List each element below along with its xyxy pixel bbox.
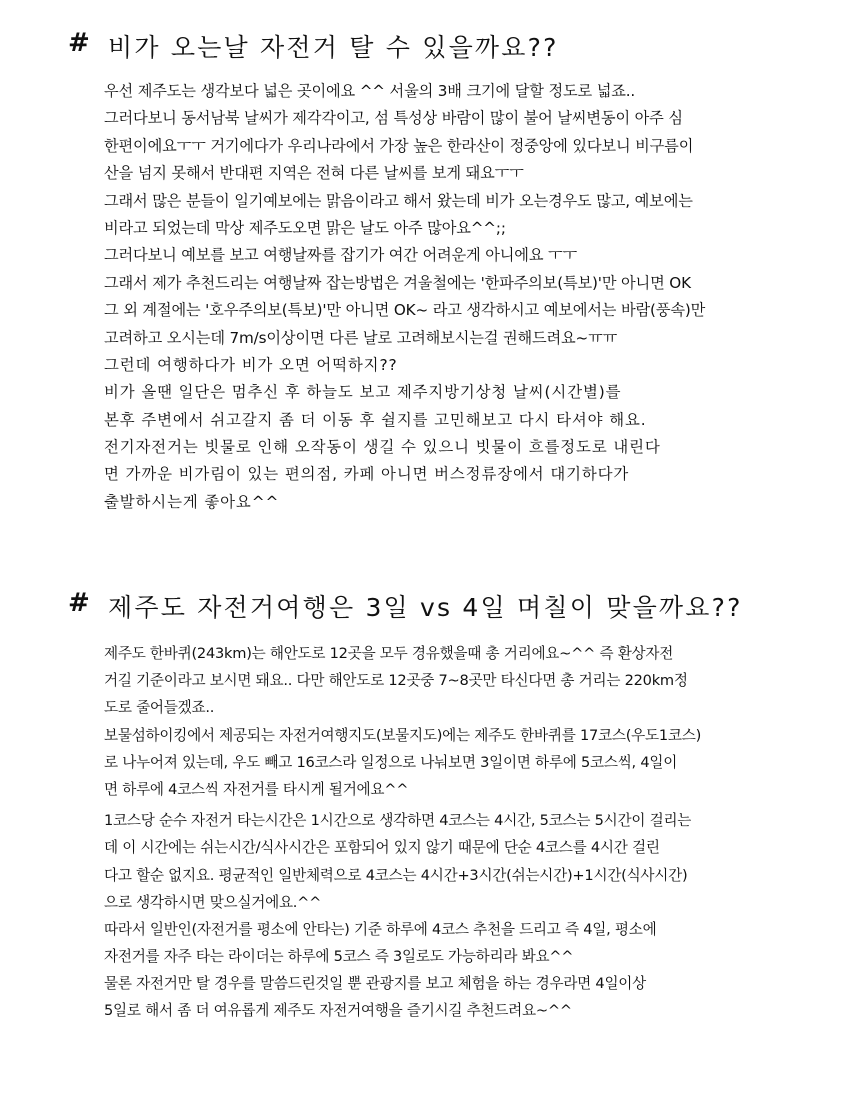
heading-hash-mark: # (68, 28, 91, 58)
body-line: 그런데 여행하다가 비가 오면 어떡하지?? (104, 355, 398, 374)
body-line: 보물섬하이킹에서 제공되는 자전거여행지도(보물지도)에는 제주도 한바퀴를 17코스(우도1코스) (104, 726, 702, 744)
heading-title: 제주도 자전거여행은 3일 vs 4일 며칠이 맞을까요?? (108, 593, 743, 622)
heading-hash-mark: # (68, 588, 91, 618)
body-line: 출발하시는게 좋아요^^ (104, 492, 280, 511)
body-line: 으로 생각하시면 맞으실거에요.^^ (104, 893, 322, 911)
body-line: 면 가까운 비가림이 있는 편의점, 카페 아니면 버스정류장에서 대기하다가 (104, 465, 630, 484)
body-line: 우선 제주도는 생각보다 넓은 곳이에요 ^^ 서울의 3배 크기에 달할 정도로 넓죠.. (104, 82, 636, 100)
body-line: 그러다보니 동서남북 날씨가 제각각이고, 섬 특성상 바람이 많이 불어 날씨변동이 아주 심 (104, 109, 683, 128)
heading-title: 비가 오는날 자전거 탈 수 있을까요?? (108, 33, 559, 62)
body-line: 한편이에요ㅜㅜ 거기에다가 우리나라에서 가장 높은 한라산이 정중앙에 있다보니 비구름이 (104, 136, 694, 155)
body-line: 5일로 해서 좀 더 여유롭게 제주도 자전거여행을 즐기시길 추천드려요~^^ (104, 1002, 572, 1020)
body-line: 로 나누어져 있는데, 우도 빼고 16코스라 일정으로 나눠보면 3일이면 하루에 5코스씩, 4일이 (104, 753, 678, 771)
body-line: 자전거를 자주 타는 라이더는 하루에 5코스 즉 3일로도 가능하리라 봐요^^ (104, 948, 574, 966)
body-line: 그래서 많은 분들이 일기예보에는 맑음이라고 해서 왔는데 비가 오는경우도 많고, 예보에는 (104, 191, 693, 210)
body-line: 거길 기준이라고 보시면 돼요.. 다만 해안도로 12곳중 7~8곳만 타신다면 총 거리는 220km정 (104, 672, 688, 690)
body-line: 그러다보니 예보를 보고 여행날짜를 잡기가 여간 어려운게 아니에요 ㅜㅜ (104, 246, 578, 265)
body-line: 물론 자전거만 탈 경우를 말씀드린것일 뿐 관광지를 보고 체험을 하는 경우라면 4일이상 (104, 975, 646, 993)
section-body (104, 640, 834, 1025)
body-line: 비가 올땐 일단은 멈추신 후 하늘도 보고 제주지방기상청 날씨(시간별)를 (104, 383, 622, 402)
section-body (104, 78, 834, 516)
body-line: 1코스당 순수 자전거 타는시간은 1시간으로 생각하면 4코스는 4시간, 5코스는 5시간이 걸리는 (104, 812, 692, 830)
body-line: 본후 주변에서 쉬고갈지 좀 더 이동 후 쉴지를 고민해보고 다시 타셔야 해요. (104, 410, 647, 429)
section-rain-cycling (0, 22, 860, 511)
body-line: 그래서 제가 추천드리는 여행날짜 잡는방법은 겨울철에는 '한파주의보(특보)'만 아니면 OK (104, 273, 691, 292)
body-line: 비라고 되었는데 막상 제주도오면 맑은 날도 아주 많아요^^;; (104, 218, 506, 237)
body-line: 면 하루에 4코스씩 자전거를 타시게 될거에요^^ (104, 780, 409, 798)
body-line: 제주도 한바퀴(243km)는 해안도로 12곳을 모두 경유했을때 총 거리에요~^^ 즉 환상자전 (104, 645, 674, 662)
body-line: 산을 넘지 못해서 반대편 지역은 전혀 다른 날씨를 보게 돼요ㅜㅜ (104, 164, 524, 183)
body-line: 전기자전거는 빗물로 인해 오작동이 생길 수 있으니 빗물이 흐를정도로 내린다 (104, 438, 661, 457)
section-heading (0, 582, 860, 630)
body-line: 도로 줄어들겠죠.. (104, 699, 215, 717)
body-line: 그 외 계절에는 '호우주의보(특보)'만 아니면 OK~ 라고 생각하시고 예보에서는 바람(풍속)만 (104, 301, 706, 320)
body-line: 다고 할순 없지요. 평균적인 일반체력으로 4코스는 4시간+3시간(쉬는시간)+1시간(식사시간) (104, 866, 688, 884)
body-line: 데 이 시간에는 쉬는시간/식사시간은 포함되어 있지 않기 때문에 단순 4코스를 4시간 걸린 (104, 839, 660, 857)
section-trip-days (0, 582, 860, 1020)
body-line: 고려하고 오시는데 7m/s이상이면 다른 날로 고려해보시는걸 권해드려요~ㅠㅠ (104, 328, 618, 347)
body-line: 따라서 일반인(자전거를 평소에 안타는) 기준 하루에 4코스 추천을 드리고 즉 4일, 평소에 (104, 920, 657, 938)
section-heading (0, 22, 860, 70)
